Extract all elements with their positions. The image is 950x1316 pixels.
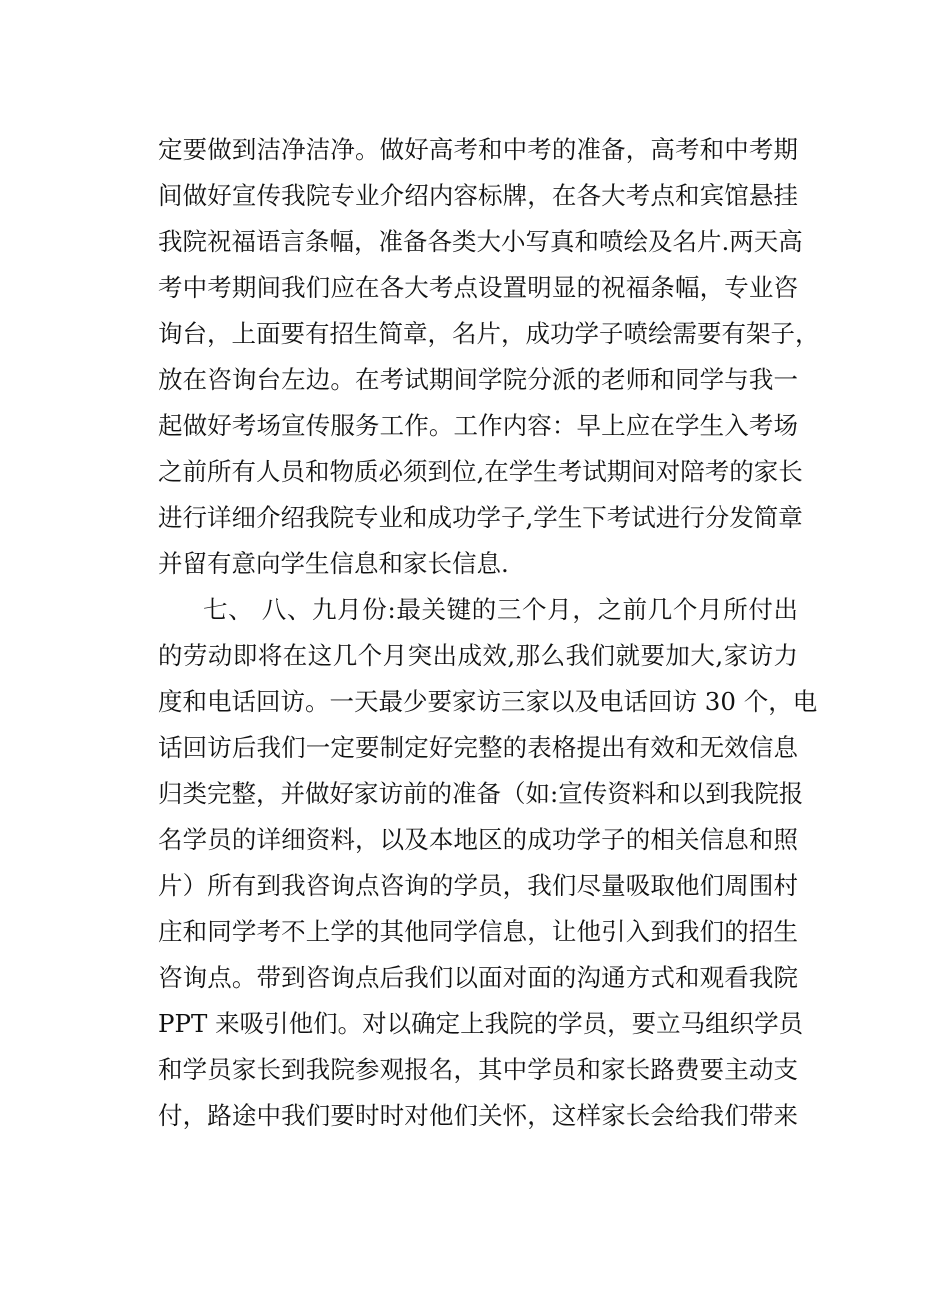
body-text-line: 度和电话回访。一天最少要家访三家以及电话回访 30 个，电: [158, 687, 818, 716]
body-text-line: 起做好考场宣传服务工作。工作内容：早上应在学生入考场: [158, 411, 798, 440]
body-text-line: 询台，上面要有招生简章，名片，成功学子喷绘需要有架子，: [158, 319, 820, 348]
body-text-line: 考中考期间我们应在各大考点设置明显的祝福条幅，专业咨: [158, 273, 798, 302]
body-text-line: 我院祝福语言条幅，准备各类大小写真和喷绘及名片.两天高: [158, 227, 803, 256]
body-text-line: 进行详细介绍我院专业和成功学子,学生下考试进行分发简章: [158, 503, 803, 532]
body-text-line: 和学员家长到我院参观报名，其中学员和家长路费要主动支: [158, 1055, 798, 1084]
body-text-line: 放在咨询台左边。在考试期间学院分派的老师和同学与我一: [158, 365, 798, 394]
body-text-line: PPT 来吸引他们。对以确定上我院的学员，要立马组织学员: [158, 1009, 804, 1038]
body-text-line: 庄和同学考不上学的其他同学信息，让他引入到我们的招生: [158, 917, 798, 946]
body-text-line: 之前所有人员和物质必须到位,在学生考试期间对陪考的家长: [158, 457, 803, 486]
body-text-line: 咨询点。带到咨询点后我们以面对面的沟通方式和观看我院: [158, 963, 798, 992]
body-text-line: 归类完整，并做好家访前的准备（如:宣传资料和以到我院报: [158, 779, 804, 808]
body-text-line: 的劳动即将在这几个月突出成效,那么我们就要加大,家访力: [158, 641, 798, 670]
body-text-line: 付，路途中我们要时时对他们关怀，这样家长会给我们带来: [158, 1101, 798, 1130]
paragraph-last-line: 并留有意向学生信息和家长信息.: [158, 549, 509, 578]
body-text-line: 名学员的详细资料，以及本地区的成功学子的相关信息和照: [158, 825, 798, 854]
body-text-line: 间做好宣传我院专业介绍内容标牌，在各大考点和宾馆悬挂: [158, 181, 798, 210]
paragraph-first-line: 七、 八、九月份:最关键的三个月，之前几个月所付出: [203, 595, 798, 624]
body-text-line: 定要做到洁净洁净。做好高考和中考的准备，高考和中考期: [158, 135, 798, 164]
body-text-line: 片）所有到我咨询点咨询的学员，我们尽量吸取他们周围村: [158, 871, 798, 900]
body-text-line: 话回访后我们一定要制定好完整的表格提出有效和无效信息: [158, 733, 798, 762]
